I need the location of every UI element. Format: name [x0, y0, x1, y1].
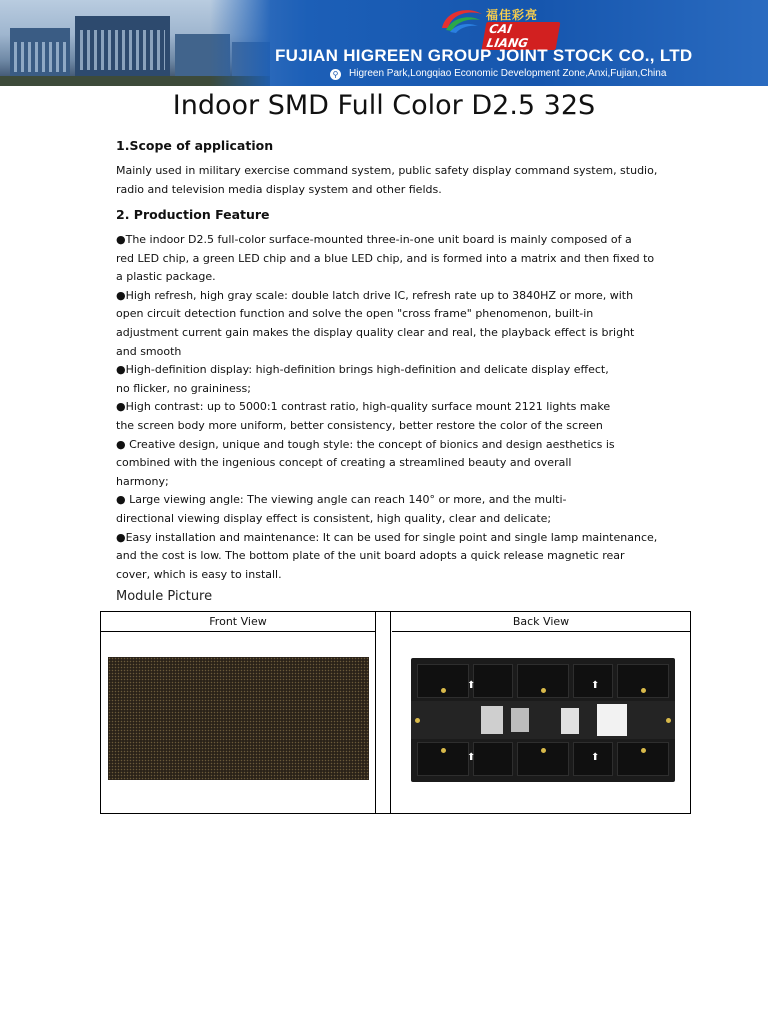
up-arrow-icon: ⬆ — [591, 752, 600, 763]
building-windows — [80, 30, 165, 70]
feature-line: red LED chip, a green LED chip and a blue LED chip, and is formed into a matrix and then fixed to — [116, 251, 655, 265]
scope-line: radio and television media display system and other fields. — [116, 182, 442, 196]
feature-line: ●High contrast: up to 5000:1 contrast ratio, high-quality surface mount 2121 lights make — [116, 400, 611, 414]
magnet-screw — [641, 748, 646, 753]
feature-line: and smooth — [116, 344, 182, 358]
feature-line: ● Large viewing angle: The viewing angle can reach 140° or more, and the multi- — [116, 493, 567, 507]
feature-line: ●The indoor D2.5 full-color surface-mounted three-in-one unit board is mainly composed of a — [116, 233, 632, 246]
back-view-header: Back View — [392, 612, 690, 632]
company-logo — [438, 4, 558, 50]
feature-line: cover, which is easy to install. — [116, 567, 282, 581]
middle-rib — [411, 701, 675, 739]
sticker-label — [511, 708, 529, 732]
sticker-label — [481, 706, 503, 734]
sticker-label — [561, 708, 579, 734]
scope-line: Mainly used in military exercise command system, public safety display command system, studio, — [116, 164, 658, 177]
magnet-screw — [415, 718, 420, 723]
module-cell — [473, 664, 513, 698]
company-address: Higreen Park,Longqiao Economic Development Zone,Anxi,Fujian,China — [349, 68, 667, 79]
feature-line: the screen body more uniform, better consistency, better restore the color of the screen — [116, 418, 603, 432]
module-picture-label: Module Picture — [116, 589, 213, 604]
feature-line: ● Creative design, unique and tough style: the concept of bionics and design aesthetics is — [116, 437, 615, 451]
feature-paragraph — [116, 231, 676, 584]
magnet-screw — [541, 748, 546, 753]
magnet-screw — [541, 688, 546, 693]
logo-swirl-icon — [438, 4, 484, 34]
feature-line: directional viewing display effect is consistent, high quality, clear and delicate; — [116, 511, 552, 525]
magnet-screw — [666, 718, 671, 723]
feature-line: a plastic package. — [116, 270, 216, 284]
back-view-image — [411, 658, 675, 782]
building-windows — [14, 42, 66, 72]
feature-line: and the cost is low. The bottom plate of the unit board adopts a quick release magnetic rear — [116, 549, 625, 563]
section-heading-feature: 2. Production Feature — [116, 207, 270, 222]
module-cell — [473, 742, 513, 776]
module-picture-table — [100, 611, 691, 814]
photo-fade — [210, 0, 270, 86]
feature-line: harmony; — [116, 474, 169, 488]
front-view-column — [101, 612, 376, 813]
spacer-header — [376, 612, 390, 631]
feature-line: adjustment current gain makes the display quality clear and real, the playback effect is bright — [116, 325, 635, 339]
front-view-image — [108, 657, 369, 780]
section-heading-scope: 1.Scope of application — [116, 138, 274, 153]
feature-line: ●Easy installation and maintenance: It can be used for single point and single lamp maintenance, — [116, 530, 658, 544]
location-pin-icon: ⚲ — [330, 69, 341, 80]
logo-chinese-text: 福佳彩亮 — [486, 8, 539, 22]
front-view-header: Front View — [101, 612, 375, 632]
warning-label — [597, 704, 627, 736]
magnet-screw — [641, 688, 646, 693]
logo-english-text: CAI LIANG — [482, 22, 561, 50]
company-name: FUJIAN HIGREEN GROUP JOINT STOCK CO., LTD — [275, 46, 693, 65]
scope-paragraph — [116, 162, 676, 199]
spacer-column — [376, 612, 391, 813]
feature-line: no flicker, no graininess; — [116, 381, 251, 395]
feature-line: open circuit detection function and solve the open "cross frame" phenomenon, built-in — [116, 307, 594, 321]
magnet-screw — [441, 748, 446, 753]
back-view-column — [392, 612, 690, 813]
page-title: Indoor SMD Full Color D2.5 32S — [172, 90, 596, 121]
up-arrow-icon: ⬆ — [467, 680, 476, 691]
feature-line: ●High refresh, high gray scale: double latch drive IC, refresh rate up to 3840HZ or more, with — [116, 288, 634, 302]
magnet-screw — [441, 688, 446, 693]
feature-line: combined with the ingenious concept of creating a streamlined beauty and overall — [116, 456, 572, 470]
up-arrow-icon: ⬆ — [467, 752, 476, 763]
building-photo — [0, 0, 270, 86]
header-banner — [0, 0, 768, 86]
up-arrow-icon: ⬆ — [591, 680, 600, 691]
feature-line: ●High-definition display: high-definition brings high-definition and delicate display effect, — [116, 363, 609, 377]
